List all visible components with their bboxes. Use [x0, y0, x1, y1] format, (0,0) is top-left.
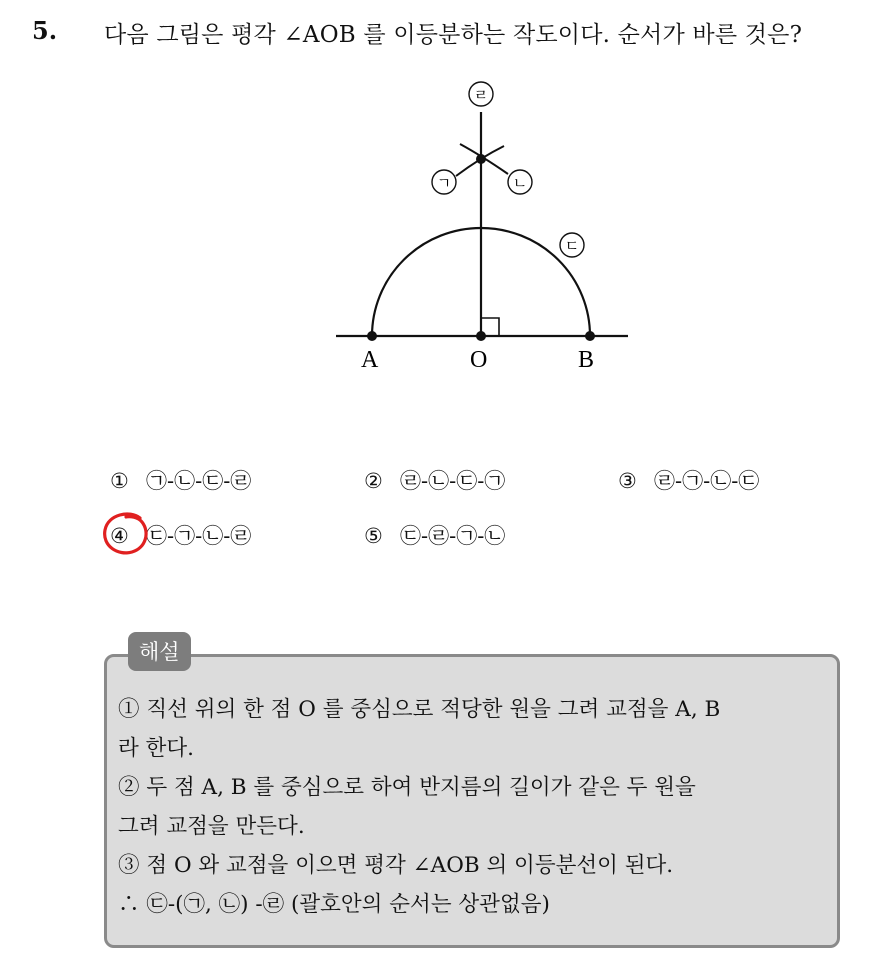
svg-text:ㄹ: ㄹ [473, 86, 489, 104]
explanation-line-3: ② 두 점 A, B 를 중심으로 하여 반지름의 길이가 같은 두 원을 [118, 775, 696, 800]
label-o: O [470, 347, 488, 373]
point-b [585, 331, 595, 341]
point-o [476, 331, 486, 341]
choice-1-number: ① [110, 469, 129, 493]
explanation-line-4: 그려 교점을 만든다. [118, 814, 305, 839]
explanation-line-1: ① 직선 위의 한 점 O 를 중심으로 적당한 원을 그려 교점을 A, B [118, 697, 721, 722]
choice-1-text: ㉠-㉡-㉢-㉣ [146, 469, 252, 493]
label-a: A [361, 347, 379, 373]
choice-3[interactable] [618, 465, 759, 495]
step-label-rieul [469, 82, 493, 106]
explanation-line-5: ③ 점 O 와 교점을 이으면 평각 ∠AOB 의 이등분선이 된다. [118, 853, 674, 878]
svg-text:ㄴ: ㄴ [512, 174, 528, 192]
step-label-digeut [560, 233, 584, 257]
answer-circle-stroke [105, 514, 146, 553]
choice-5[interactable] [364, 520, 505, 550]
explanation-line-6: ∴ ㉢-(㉠, ㉡) -㉣ (괄호안의 순서는 상관없음) [118, 892, 550, 917]
explanation-label: 해설 [128, 632, 191, 671]
svg-text:ㄱ: ㄱ [436, 174, 452, 192]
choice-2[interactable] [364, 465, 505, 495]
point-a [367, 331, 377, 341]
angle-bisector-figure [300, 70, 640, 380]
label-b: B [578, 347, 595, 373]
choice-4-text: ㉢-㉠-㉡-㉣ [146, 524, 252, 548]
step-label-giyeok [432, 170, 456, 194]
intersection-point [476, 154, 486, 164]
question-number: 5. [32, 16, 58, 45]
answer-circle-mark [100, 510, 152, 560]
choice-3-text: ㉣-㉠-㉡-㉢ [654, 469, 760, 493]
explanation-line-2: 라 한다. [118, 736, 194, 761]
choice-2-text: ㉣-㉡-㉢-㉠ [400, 469, 506, 493]
choice-2-number: ② [364, 469, 383, 493]
choice-3-number: ③ [618, 469, 637, 493]
choice-5-number: ⑤ [364, 524, 383, 548]
svg-text:ㄷ: ㄷ [564, 237, 580, 255]
choice-1[interactable] [110, 465, 251, 495]
question-text: 다음 그림은 평각 ∠AOB 를 이등분하는 작도이다. 순서가 바른 것은? [104, 22, 803, 48]
choice-4-number: ④ [110, 524, 129, 548]
choice-5-text: ㉢-㉣-㉠-㉡ [400, 524, 506, 548]
step-label-nieun [508, 170, 532, 194]
